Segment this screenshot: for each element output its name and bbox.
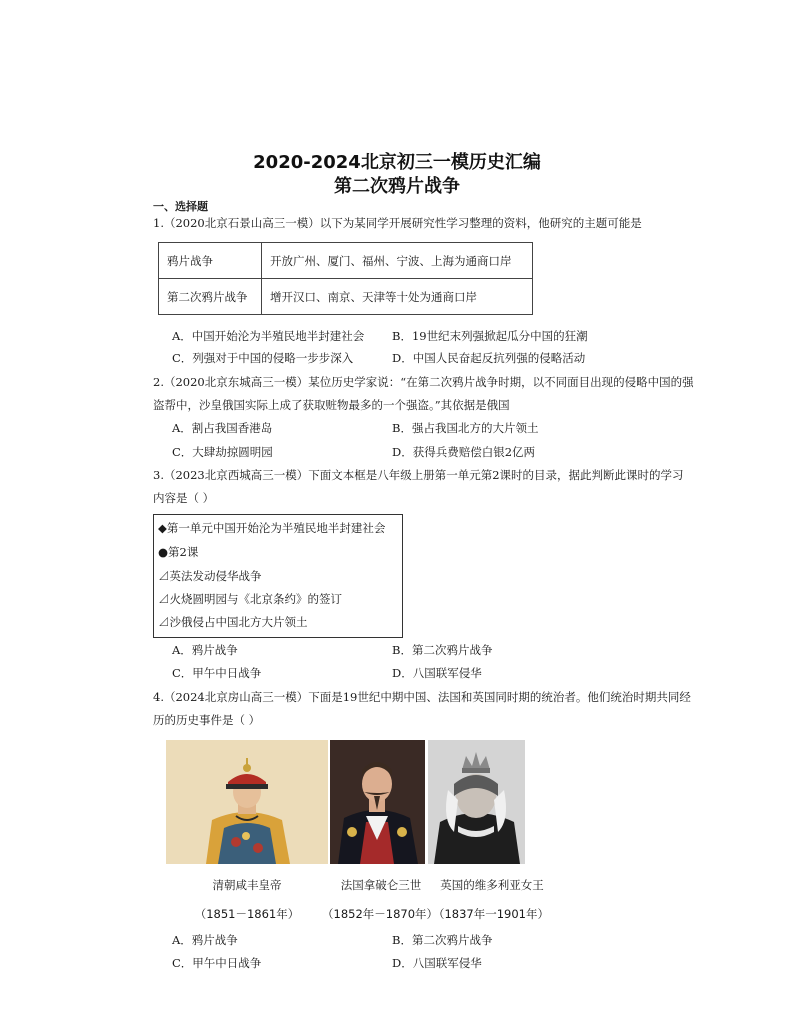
question-4-option-a[interactable]: A．鸦片战争 [172, 933, 238, 947]
section-heading: 一、选择题 [153, 200, 208, 213]
question-3-stem-line1: 3.（2023北京西城高三一模）下面文本框是八年级上册第一单元第2课时的目录，据此判断此课时的学习 [153, 468, 684, 482]
page-title-line2: 第二次鸦片战争 [334, 176, 460, 197]
page-title-line1: 2020-2024北京初三一模历史汇编 [253, 152, 541, 173]
question-1-option-b[interactable]: B．19世纪末列强掀起瓜分中国的狂潮 [392, 329, 588, 343]
question-3-stem-line2: 内容是（ ） [153, 491, 215, 505]
question-4-stem-line1: 4.（2024北京房山高三一模）下面是19世纪中期中国、法国和英国同时期的统治者。他们统治时期共同经 [153, 690, 691, 704]
ruler-years-xianfeng: （1851－1861年） [194, 907, 300, 921]
box-line-unit: ◆第一单元中国开始沦为半殖民地半封建社会 [158, 521, 386, 535]
question-1-table [158, 242, 533, 315]
box-line-item: ⊿英法发动侵华战争 [158, 569, 262, 583]
question-1-option-a[interactable]: A．中国开始沦为半殖民地半封建社会 [172, 329, 365, 343]
question-2-option-d[interactable]: D．获得兵费赔偿白银2亿两 [392, 445, 536, 459]
question-1-stem: 1.（2020北京石景山高三一模）以下为某同学开展研究性学习整理的资料，他研究的主题可能是 [153, 216, 642, 230]
question-2-option-c[interactable]: C．大肆劫掠圆明园 [172, 445, 273, 459]
question-4-stem-line2: 历的历史事件是（ ） [153, 713, 261, 727]
question-4-option-b[interactable]: B．第二次鸦片战争 [392, 933, 493, 947]
ruler-name-victoria: 英国的维多利亚女王 [440, 878, 544, 892]
ruler-name-napoleon: 法国拿破仑三世 [340, 878, 422, 892]
table-cell: 开放广州、厦门、福州、宁波、上海为通商口岸 [262, 243, 533, 279]
question-3-option-b[interactable]: B．第二次鸦片战争 [392, 643, 493, 657]
box-line-lesson: ●第2课 [158, 545, 199, 559]
question-4-option-c[interactable]: C．甲午中日战争 [172, 956, 262, 970]
table-row [159, 243, 533, 279]
xianfeng-emperor-portrait [166, 740, 328, 864]
napoleon-iii-portrait [330, 740, 425, 864]
question-2-option-a[interactable]: A．割占我国香港岛 [172, 421, 273, 435]
question-2-stem-line2: 盗帮中，沙皇俄国实际上成了获取赃物最多的一个强盗。”其依据是俄国 [153, 398, 510, 412]
question-4-option-d[interactable]: D．八国联军侵华 [392, 956, 482, 970]
ruler-years-victoria: （1837年一1901年） [432, 907, 550, 921]
box-line-item: ⊿沙俄侵占中国北方大片领土 [158, 615, 308, 629]
question-3-option-c[interactable]: C．甲午中日战争 [172, 666, 262, 680]
question-3-option-a[interactable]: A．鸦片战争 [172, 643, 238, 657]
table-row [159, 279, 533, 315]
question-2-stem-line1: 2.（2020北京东城高三一模）某位历史学家说：“在第二次鸦片战争时期，以不同面目出现的侵略中国的强 [153, 375, 694, 389]
question-1-option-c[interactable]: C．列强对于中国的侵略一步步深入 [172, 351, 354, 365]
question-1-option-d[interactable]: D．中国人民奋起反抗列强的侵略活动 [392, 351, 586, 365]
question-3-option-d[interactable]: D．八国联军侵华 [392, 666, 482, 680]
queen-victoria-portrait [428, 740, 525, 864]
table-cell: 鸦片战争 [159, 243, 262, 279]
ruler-years-napoleon: （1852年－1870年） [322, 907, 439, 921]
box-line-item: ⊿火烧圆明园与《北京条约》的签订 [158, 592, 342, 606]
question-2-option-b[interactable]: B．强占我国北方的大片领土 [392, 421, 539, 435]
ruler-name-xianfeng: 清朝咸丰皇帝 [212, 878, 282, 892]
question-3-text-box [153, 514, 403, 638]
table-cell: 第二次鸦片战争 [159, 279, 262, 315]
table-cell: 增开汉口、南京、天津等十处为通商口岸 [262, 279, 533, 315]
